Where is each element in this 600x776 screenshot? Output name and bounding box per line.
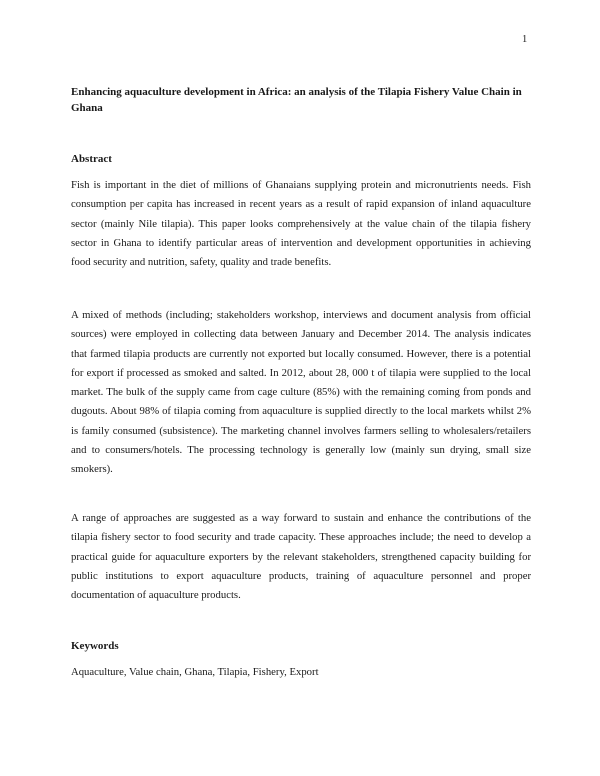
abstract-paragraph-2: A mixed of methods (including; stakeholders workshop, interviews and document analysis from official sources) were employed in collecting data between January and December 2014. The analysis indicates that farmed tilapia products are currently not exported but locally consumed. However, there is a potential for export if processed as smoked and salted. In 2012, about 28, 000 t of tilapia were supplied to the local market. The bulk of the supply came from cage culture (85%) with the remaining coming from ponds and dugouts. About 98% of tilapia coming from aquaculture is supplied directly to the local markets whilst 2% is family consumed (subsistence). The marketing channel involves farmers selling to wholesalers/retailers and to consumers/hotels. The processing technology is generally low (mainly sun drying, small size smokers). bbox=[71, 309, 531, 476]
keywords-heading: Keywords bbox=[71, 640, 119, 652]
abstract-paragraph-3: A range of approaches are suggested as a way forward to sustain and enhance the contributions of the tilapia fishery sector to food security and trade capacity. These approaches include; the need to develop a practical guide for aquaculture exporters by the relevant stakeholders, strengthened capacity building for public institutions to export aquaculture products, training of aquaculture personnel and proper documentation of aquaculture products. bbox=[71, 512, 531, 602]
page-number: 1 bbox=[522, 34, 528, 45]
paper-title: Enhancing aquaculture development in Africa: an analysis of the Tilapia Fishery Value Chain in Ghana bbox=[71, 86, 522, 114]
abstract-heading: Abstract bbox=[71, 153, 112, 165]
keywords-list: Aquaculture, Value chain, Ghana, Tilapia, Fishery, Export bbox=[71, 666, 319, 678]
abstract-paragraph-1: Fish is important in the diet of millions of Ghanaians supplying protein and micronutrients needs. Fish consumption per capita has increased in recent years as a result of rapid expansion of inland aquaculture sector (mainly Nile tilapia). This paper looks comprehensively at the value chain of the tilapia fishery sector in Ghana to identify particular areas of intervention and development opportunities in achieving food security and nutrition, safety, quality and trade benefits. bbox=[71, 179, 531, 269]
